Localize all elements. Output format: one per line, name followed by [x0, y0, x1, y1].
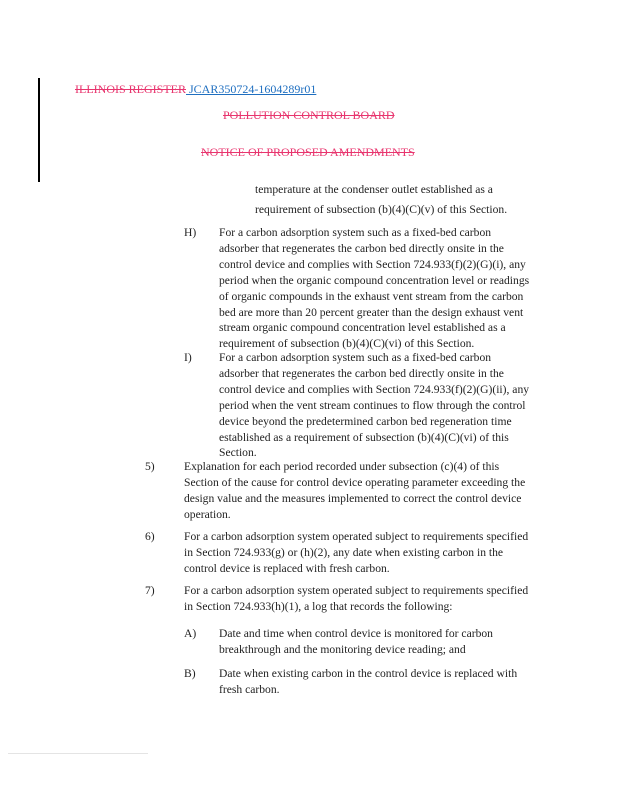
item-text [184, 583, 528, 615]
footer-rule [8, 753, 148, 754]
item-label: H) [184, 226, 197, 239]
text-line: stream organic compound concentration level established as a [219, 321, 506, 335]
text-line: of organic compounds in the exhaust vent stream from the carbon [219, 289, 524, 303]
text-line: device beyond the predetermined carbon bed regeneration time [219, 414, 512, 428]
item-label: 7) [145, 584, 155, 597]
item-label: I) [184, 351, 192, 364]
register-header [75, 82, 316, 97]
text-line: established as a requirement of subsection (b)(4)(C)(vi) of this [219, 430, 509, 444]
change-bar [38, 78, 40, 182]
text-line: period when the organic compound concentration level or readings [219, 273, 530, 287]
text-line: period when the vent stream continues to flow through the control [219, 398, 526, 412]
text-line: control device is replaced with fresh carbon. [184, 561, 390, 575]
item-label: A) [184, 627, 197, 640]
text-line: in Section 724.933(h)(1), a log that records the following: [184, 599, 453, 613]
text-line: control device and complies with Section 724.933(f)(2)(G)(i), any [219, 257, 526, 271]
text-line: temperature at the condenser outlet established as a [255, 183, 493, 196]
item-text [219, 666, 517, 698]
item-label: B) [184, 667, 196, 680]
text-line: design value and the measures implemented to correct the control device [184, 491, 522, 505]
item-text [219, 225, 529, 352]
text-line: For a carbon adsorption system such as a fixed-bed carbon [219, 226, 492, 239]
text-line: breakthrough and the monitoring device reading; and [219, 642, 466, 656]
text-line: requirement of subsection (b)(4)(C)(vi) of this Section. [219, 337, 475, 351]
register-inserted: JCAR350724-1604289r01 [186, 82, 317, 96]
board-title: POLLUTION CONTROL BOARD [223, 108, 395, 122]
text-line: control device and complies with Section 724.933(f)(2)(G)(ii), any [219, 382, 530, 396]
intro-text [255, 182, 507, 218]
text-line: For a carbon adsorption system such as a fixed-bed carbon [219, 351, 492, 364]
register-deleted: ILLINOIS REGISTER [75, 82, 186, 96]
text-line: fresh carbon. [219, 682, 280, 696]
text-line: Date when existing carbon in the control device is replaced with [219, 667, 518, 680]
item-text [219, 350, 529, 461]
item-label: 5) [145, 460, 155, 473]
item-text [184, 459, 525, 523]
item-text [184, 529, 528, 577]
item-text [219, 626, 493, 658]
text-line: For a carbon adsorption system operated subject to requirements specified [184, 584, 529, 597]
text-line: Date and time when control device is monitored for carbon [219, 627, 493, 640]
text-line: Section of the cause for control device operating parameter exceeding the [184, 475, 526, 489]
text-line: adsorber that regenerates the carbon bed directly onsite in the [219, 241, 504, 255]
text-line: in Section 724.933(g) or (h)(2), any date when existing carbon in the [184, 545, 504, 559]
notice-title: NOTICE OF PROPOSED AMENDMENTS [201, 145, 415, 159]
text-line: Explanation for each period recorded under subsection (c)(4) of this [184, 460, 500, 473]
text-line: bed are more than 20 percent greater than the design exhaust vent [219, 305, 524, 319]
item-label: 6) [145, 530, 155, 543]
text-line: adsorber that regenerates the carbon bed directly onsite in the [219, 366, 504, 380]
text-line: operation. [184, 507, 231, 521]
text-line: requirement of subsection (b)(4)(C)(v) of this Section. [255, 202, 508, 216]
text-line: Section. [219, 446, 257, 460]
text-line: For a carbon adsorption system operated subject to requirements specified [184, 530, 529, 543]
